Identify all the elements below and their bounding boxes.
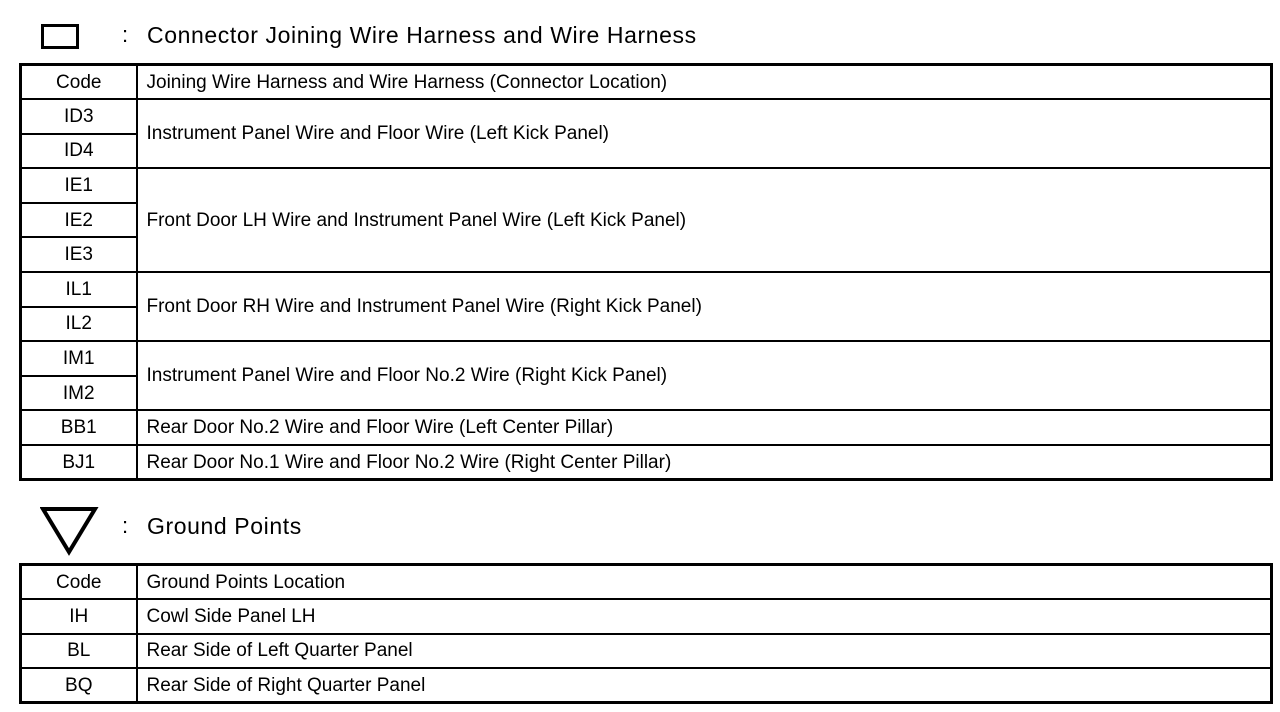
ground-section-title: Ground Points: [147, 513, 302, 539]
table-row: [21, 445, 1272, 480]
connector-code: ID4: [21, 134, 137, 169]
connector-location: Front Door RH Wire and Instrument Panel Wire (Right Kick Panel): [137, 272, 1272, 341]
connector-code: IM1: [21, 341, 137, 376]
connector-code: IM2: [21, 376, 137, 411]
table-row: [21, 634, 1272, 669]
ground-colon: :: [122, 513, 129, 538]
ground-table: [19, 563, 1273, 704]
connector-table: [19, 63, 1273, 481]
connector-colon: :: [122, 22, 129, 47]
connector-code: BB1: [21, 410, 137, 445]
ground-location: Cowl Side Panel LH: [137, 599, 1272, 634]
ground-triangle-icon: [40, 506, 100, 556]
table-header-row: [21, 65, 1272, 100]
connector-code: IL2: [21, 307, 137, 342]
ground-location: Rear Side of Left Quarter Panel: [137, 634, 1272, 669]
table-row: [21, 272, 1272, 307]
connector-location: Rear Door No.2 Wire and Floor Wire (Left Center Pillar): [137, 410, 1272, 445]
ground-location: Rear Side of Right Quarter Panel: [137, 668, 1272, 703]
connector-location: Instrument Panel Wire and Floor No.2 Wire (Right Kick Panel): [137, 341, 1272, 410]
connector-table-body: [21, 65, 1272, 480]
connector-section-title: Connector Joining Wire Harness and Wire Harness: [147, 22, 697, 48]
connector-code: IE2: [21, 203, 137, 238]
connector-square-icon: [41, 24, 79, 49]
ground-table-body: [21, 565, 1272, 703]
connector-location: Instrument Panel Wire and Floor Wire (Left Kick Panel): [137, 99, 1272, 168]
table-row: [21, 668, 1272, 703]
connector-location: Rear Door No.1 Wire and Floor No.2 Wire (Right Center Pillar): [137, 445, 1272, 480]
code-header: Code: [21, 565, 137, 600]
table-row: [21, 99, 1272, 134]
connector-code: ID3: [21, 99, 137, 134]
table-row: [21, 599, 1272, 634]
connector-location: Front Door LH Wire and Instrument Panel Wire (Left Kick Panel): [137, 168, 1272, 272]
ground-code: BQ: [21, 668, 137, 703]
connector-code: IL1: [21, 272, 137, 307]
ground-code: IH: [21, 599, 137, 634]
location-header: Ground Points Location: [137, 565, 1272, 600]
table-row: [21, 168, 1272, 203]
location-header: Joining Wire Harness and Wire Harness (Connector Location): [137, 65, 1272, 100]
connector-code: IE1: [21, 168, 137, 203]
connector-code: BJ1: [21, 445, 137, 480]
table-row: [21, 410, 1272, 445]
table-row: [21, 341, 1272, 376]
table-header-row: [21, 565, 1272, 600]
ground-code: BL: [21, 634, 137, 669]
code-header: Code: [21, 65, 137, 100]
connector-code: IE3: [21, 237, 137, 272]
